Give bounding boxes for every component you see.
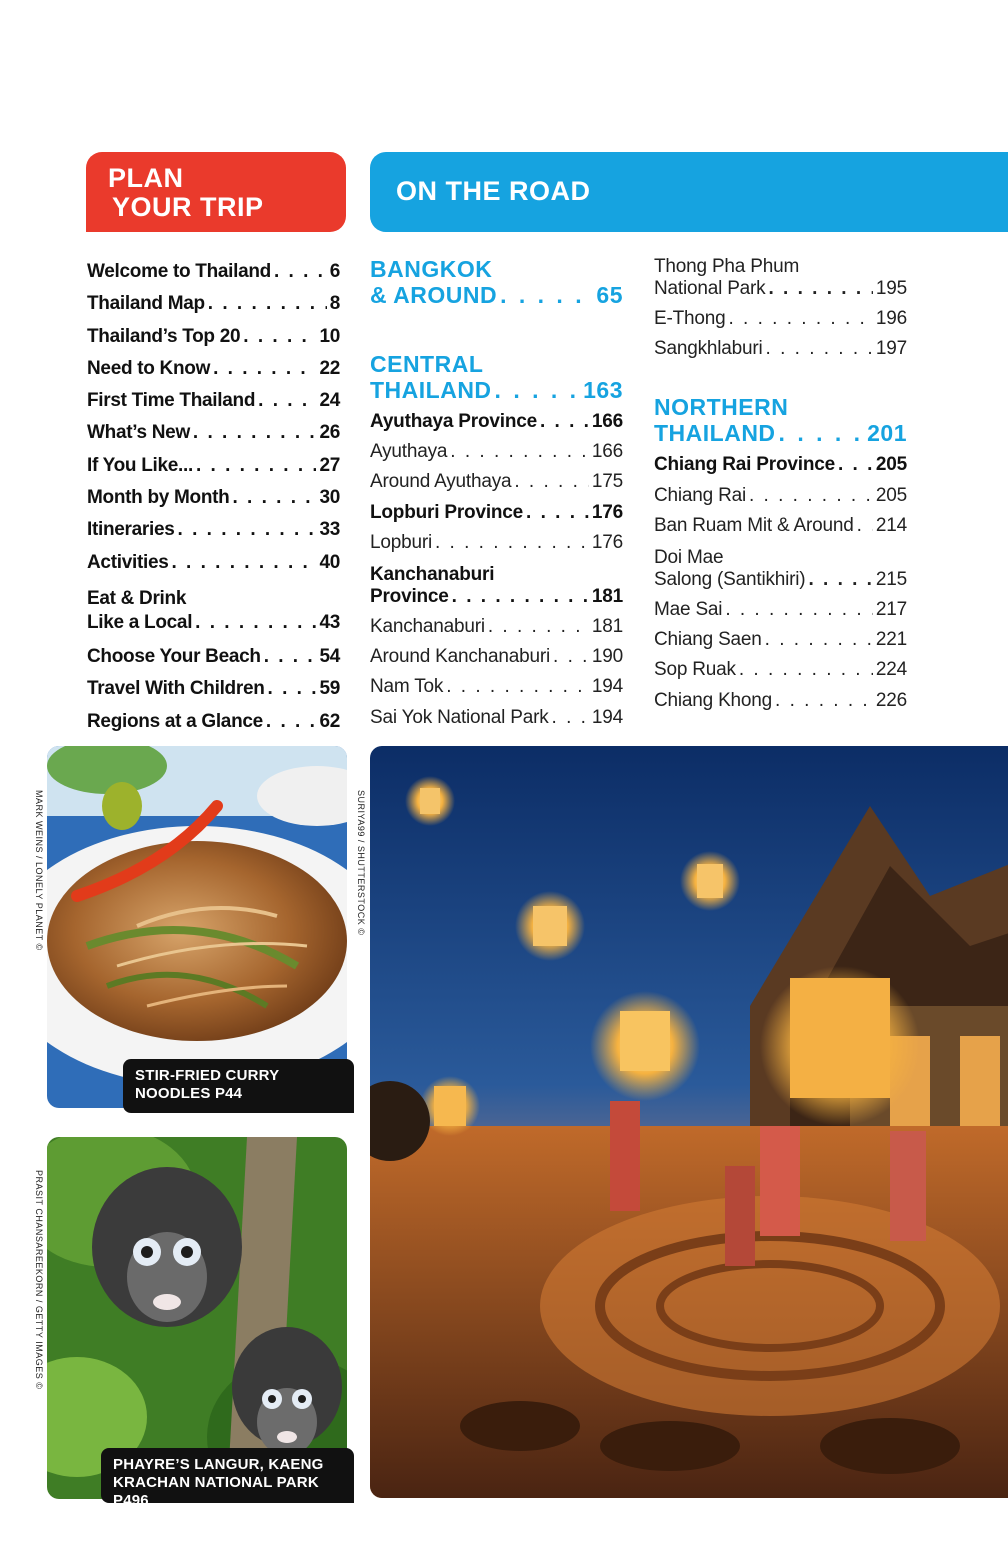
section-heading-northern[interactable]: NORTHERN THAILAND . . . 201 [654, 394, 907, 446]
toc-entry[interactable]: Around Kanchanaburi . . . 190 [370, 642, 623, 672]
toc-entry[interactable]: Around Ayuthaya . . . 175 [370, 467, 623, 497]
photo-credit: SURIYA99 / SHUTTERSTOCK © [356, 790, 366, 936]
lantern-festival-photo [370, 746, 1008, 1498]
toc-entry[interactable]: Travel With Children . . . 59 [87, 673, 340, 705]
noodles-photo [47, 746, 347, 1108]
photo-credit: MARK WEINS / LONELY PLANET © [34, 790, 44, 951]
langur-caption: PHAYRE’S LANGUR, KAENG KRACHAN NATIONAL PARK P496 [101, 1448, 354, 1503]
toc-entry[interactable]: What’s New . . . 26 [87, 417, 340, 449]
toc-entry[interactable]: Sop Ruak . . . 224 [654, 655, 907, 685]
toc-entry[interactable]: Welcome to Thailand . . . 6 [87, 256, 340, 288]
plan-tab-line2: YOUR TRIP [112, 192, 264, 222]
toc-entry[interactable]: Kanchanaburi Province . . . 181 [370, 564, 623, 608]
toc-entry[interactable]: Doi Mae Salong (Santikhiri) . . . 215 [654, 547, 907, 591]
toc-entry[interactable]: Chiang Saen . . . 221 [654, 625, 907, 655]
toc-entry[interactable]: E-Thong . . . 196 [654, 304, 907, 334]
toc-entry[interactable]: Kanchanaburi . . . 181 [370, 612, 623, 642]
toc-entry[interactable]: Month by Month . . . 30 [87, 482, 340, 514]
toc-entry[interactable]: Activities . . . 40 [87, 547, 340, 579]
plan-your-trip-list [87, 256, 340, 738]
on-the-road-column-2 [654, 256, 907, 716]
road-tab-title: ON THE ROAD [396, 176, 591, 206]
toc-entry[interactable]: Lopburi . . . 176 [370, 528, 623, 558]
toc-entry[interactable]: Thong Pha Phum National Park . . . 195 [654, 256, 907, 300]
toc-entry[interactable]: Need to Know . . . 22 [87, 353, 340, 385]
on-the-road-tab [370, 152, 1008, 232]
toc-entry[interactable]: Nam Tok . . . 194 [370, 672, 623, 702]
toc-entry[interactable]: First Time Thailand . . . 24 [87, 385, 340, 417]
toc-entry[interactable]: If You Like... . . . 27 [87, 450, 340, 482]
toc-entry[interactable]: Lopburi Province . . . 176 [370, 498, 623, 528]
toc-entry[interactable]: Sangkhlaburi . . . 197 [654, 334, 907, 364]
toc-entry[interactable]: Sai Yok National Park . . . 194 [370, 703, 623, 733]
section-heading-bangkok[interactable]: BANGKOK & AROUND . . . 65 [370, 256, 623, 308]
toc-entry[interactable]: Ayuthaya Province . . . 166 [370, 407, 623, 437]
noodles-caption: STIR-FRIED CURRY NOODLES P44 [123, 1059, 354, 1113]
photo-credit: PRASIT CHANSAREEKORN / GETTY IMAGES © [34, 1170, 44, 1390]
section-heading-central[interactable]: CENTRAL THAILAND . . . 163 [370, 351, 623, 403]
toc-entry[interactable]: Thailand Map . . . 8 [87, 288, 340, 320]
toc-entry[interactable]: Mae Sai . . . 217 [654, 595, 907, 625]
langur-photo [47, 1137, 347, 1499]
plan-your-trip-tab [86, 152, 346, 232]
on-the-road-column-1 [370, 256, 623, 733]
toc-entry[interactable]: Choose Your Beach . . . 54 [87, 641, 340, 673]
toc-entry[interactable]: Ban Ruam Mit & Around . . . 214 [654, 511, 907, 541]
toc-entry[interactable]: Chiang Rai Province . . . 205 [654, 450, 907, 480]
toc-entry[interactable]: Thailand’s Top 20 . . . 10 [87, 321, 340, 353]
toc-entry[interactable]: Chiang Rai . . . 205 [654, 481, 907, 511]
toc-entry[interactable]: Itineraries . . . 33 [87, 514, 340, 546]
plan-tab-line1: PLAN [108, 163, 184, 193]
toc-entry[interactable]: Chiang Khong . . . 226 [654, 686, 907, 716]
toc-entry[interactable]: Ayuthaya . . . 166 [370, 437, 623, 467]
toc-entry[interactable]: Eat & Drink Like a Local . . . 43 [87, 587, 340, 641]
toc-entry[interactable]: Regions at a Glance . . . 62 [87, 706, 340, 738]
